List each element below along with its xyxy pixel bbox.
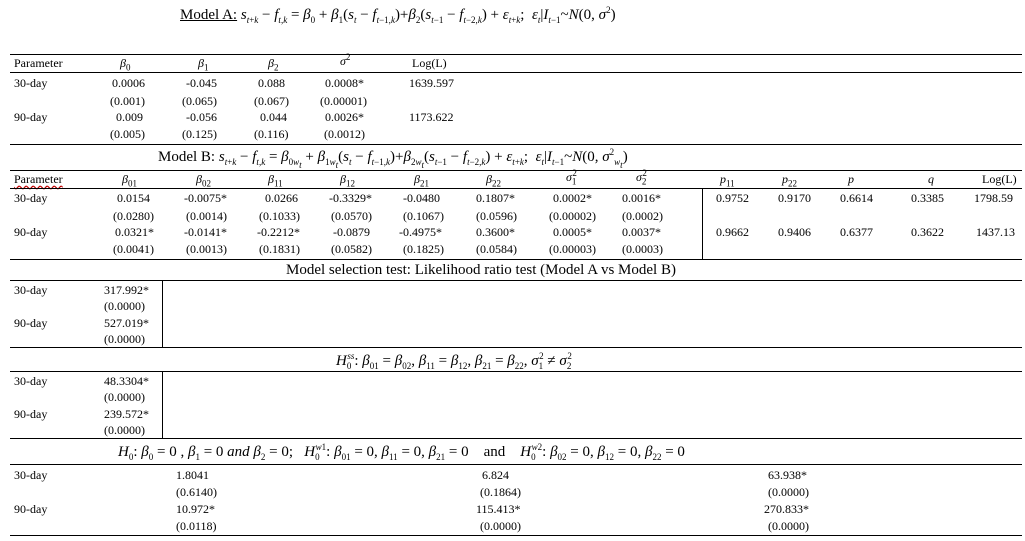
ss-test-title: $H_0^{ss}$: $\beta_{01} = \beta_{02}$, $\beta_{11} = \beta_{12}$, $\beta_{21} = \beta_{22}$, $\sigma_1^2 \ne \sigma_2^2$ [336,351,572,371]
cell-se: (0.067) [254,94,289,108]
cell-se: (0.0118) [176,519,217,533]
model-a-equation: $s_{t+k} - f_{t,k} = \beta_0 + \beta_1(s_t - f_{t-1,k})+\beta_2(s_{t-1} - f_{t-2,k}) + \varepsilon_{t+k}$; $\varepsilon_t|I_{t-1}\sim N(0$, $\sigma^2$) [240,5,616,25]
cell-value: 0.9662 [716,225,749,239]
model-b-header-beta11: $\beta_{11}$ [268,172,283,189]
model-a-header-logl: Log(L) [412,56,447,70]
row-label: 30-day [14,76,48,90]
cell-value: 527.019* [104,316,149,330]
model-a-title [180,6,616,24]
model-b-header-sigma1: $\sigma_1^2$ [566,168,577,187]
cell-value: 0.009 [116,110,143,124]
cell-se: (0.125) [182,127,217,141]
cell-se: (0.00003) [549,242,596,256]
cell-value: 1.8041 [176,468,209,482]
cell-value: 0.0008* [325,76,364,90]
cell-value: 0.3385 [911,191,944,205]
cell-value: 0.044 [260,110,287,124]
cell-se: (0.0013) [186,242,227,256]
model-b-header-beta22: $\beta_{22}$ [486,172,501,189]
model-a-header-beta1: $\beta_1$ [198,56,209,73]
cell-se: (0.0584) [476,242,517,256]
cell-value: 1437.13 [976,225,1015,239]
cell-value: -0.0480 [403,191,440,205]
row-label: 90-day [14,316,48,330]
cell-value: 0.9752 [716,191,749,205]
cell-value: 10.972* [176,502,215,516]
cell-se: (0.0000) [768,485,809,499]
lr-test-title: Model selection test: Likelihood ratio test (Model A vs Model B) [286,262,676,278]
cell-value: 0.3622 [911,225,944,239]
cell-value: 0.0005* [553,225,592,239]
and-label: and [483,444,506,460]
cell-value: -0.0879 [333,225,370,239]
cell-se: (0.0012) [324,127,365,141]
cell-se: (0.0041) [113,242,154,256]
cell-se: (0.0000) [104,332,145,346]
model-b-header-parameter: Parameter [14,172,63,186]
cell-se: (0.0280) [113,209,154,223]
cell-value: 0.9406 [778,225,811,239]
model-b-header-beta02: $\beta_{02}$ [196,172,211,189]
row-label: 30-day [14,283,48,297]
joint-test-title: $H_0$: $\beta_0 = 0$ , $\beta_1 = 0$ and $\beta_2 = 0$; $H_0^{w1}$: $\beta_{01} = 0$, $\beta_{11} = 0$, $\beta_{21} = 0$ and $H_0^{w2}$: $\beta_{02} = 0$, $\beta_{12} = 0$, $\beta_{22} = 0$ [118,442,685,462]
model-b-header-beta21: $\beta_{21}$ [414,172,429,189]
row-label: 30-day [14,374,48,388]
cell-se: (0.6140) [176,485,217,499]
cell-value: 48.3304* [104,374,149,388]
cell-value: 0.0037* [622,225,661,239]
model-a-header-beta2: $\beta_2$ [268,56,279,73]
row-label: 30-day [14,191,48,205]
cell-se: (0.0000) [104,299,145,313]
cell-value: 0.0006 [112,76,145,90]
cell-value: 0.0321* [115,225,154,239]
cell-se: (0.0000) [104,390,145,404]
cell-se: (0.1864) [480,485,521,499]
model-b-header-p22: $p_{22}$ [782,172,797,189]
cell-value: 0.0266 [265,191,298,205]
cell-se: (0.1831) [259,242,300,256]
model-b-header-logl: Log(L) [982,172,1017,186]
row-label: 30-day [14,468,48,482]
cell-value: 0.6614 [840,191,873,205]
model-b-title [158,147,628,170]
cell-value: 270.833* [764,502,809,516]
cell-value: 115.413* [476,502,521,516]
cell-se: (0.116) [254,127,289,141]
cell-value: -0.3329* [329,191,372,205]
cell-value: 1173.622 [409,110,454,124]
cell-se: (0.1033) [259,209,300,223]
model-a-label: Model A: [180,7,238,23]
cell-se: (0.1825) [403,242,444,256]
cell-se: (0.00001) [320,94,367,108]
model-a-header-beta0: $\beta_0$ [120,56,131,73]
cell-se: (0.0002) [622,209,663,223]
row-label: 90-day [14,110,48,124]
cell-value: 0.0016* [622,191,661,205]
cell-value: 0.0154 [117,191,150,205]
model-b-header-sigma2: $\sigma_2^2$ [636,168,647,187]
cell-value: 0.9170 [778,191,811,205]
cell-value: 0.1807* [476,191,515,205]
cell-value: 0.0002* [553,191,592,205]
cell-value: 317.992* [104,283,149,297]
cell-se: (0.005) [110,127,145,141]
cell-value: 63.938* [768,468,807,482]
model-b-header-p: p [848,172,854,186]
model-b-equation: $s_{t+k} - f_{t,k} = \beta_{0w_t} + \beta_{1w_t}(s_t - f_{t-1,k})+\beta_{2w_t}(s_{t-1} - f_{t-2,k}) + \varepsilon_{t+k}$; $\varepsilon_t|I_{t-1}\sim N(0$, $\sigma^2_{w_t}$) [218,147,628,170]
model-b-header-beta12: $\beta_{12}$ [340,172,355,189]
cell-value: 0.3600* [476,225,515,239]
cell-value: -0.4975* [399,225,442,239]
cell-se: (0.00002) [549,209,596,223]
model-b-header-p11: $p_{11}$ [720,172,735,189]
model-b-header-beta01: $\beta_{01}$ [122,172,137,189]
cell-value: 6.824 [482,468,509,482]
cell-value: 239.572* [104,407,149,421]
model-a-header-parameter: Parameter [14,56,63,70]
cell-value: 0.088 [258,76,285,90]
cell-value: -0.0075* [184,191,227,205]
cell-value: 0.6377 [840,225,873,239]
cell-value: 1798.59 [974,191,1013,205]
row-label: 90-day [14,225,48,239]
cell-se: (0.0003) [622,242,663,256]
model-b-label: Model B: [158,149,216,165]
cell-value: 0.0026* [325,110,364,124]
model-b-header-q: q [928,172,934,186]
cell-value: -0.2212* [257,225,300,239]
cell-se: (0.0582) [331,242,372,256]
model-a-header-sigma2: $\sigma^2$ [340,52,351,68]
cell-se: (0.0014) [186,209,227,223]
cell-se: (0.0000) [480,519,521,533]
cell-value: -0.0141* [184,225,227,239]
cell-se: (0.0570) [331,209,372,223]
cell-value: -0.045 [186,76,217,90]
cell-se: (0.001) [110,94,145,108]
cell-se: (0.1067) [403,209,444,223]
cell-se: (0.065) [182,94,217,108]
row-label: 90-day [14,407,48,421]
cell-value: 1639.597 [409,76,454,90]
row-label: 90-day [14,502,48,516]
cell-value: -0.056 [186,110,217,124]
cell-se: (0.0000) [104,423,145,437]
cell-se: (0.0000) [768,519,809,533]
cell-se: (0.0596) [476,209,517,223]
